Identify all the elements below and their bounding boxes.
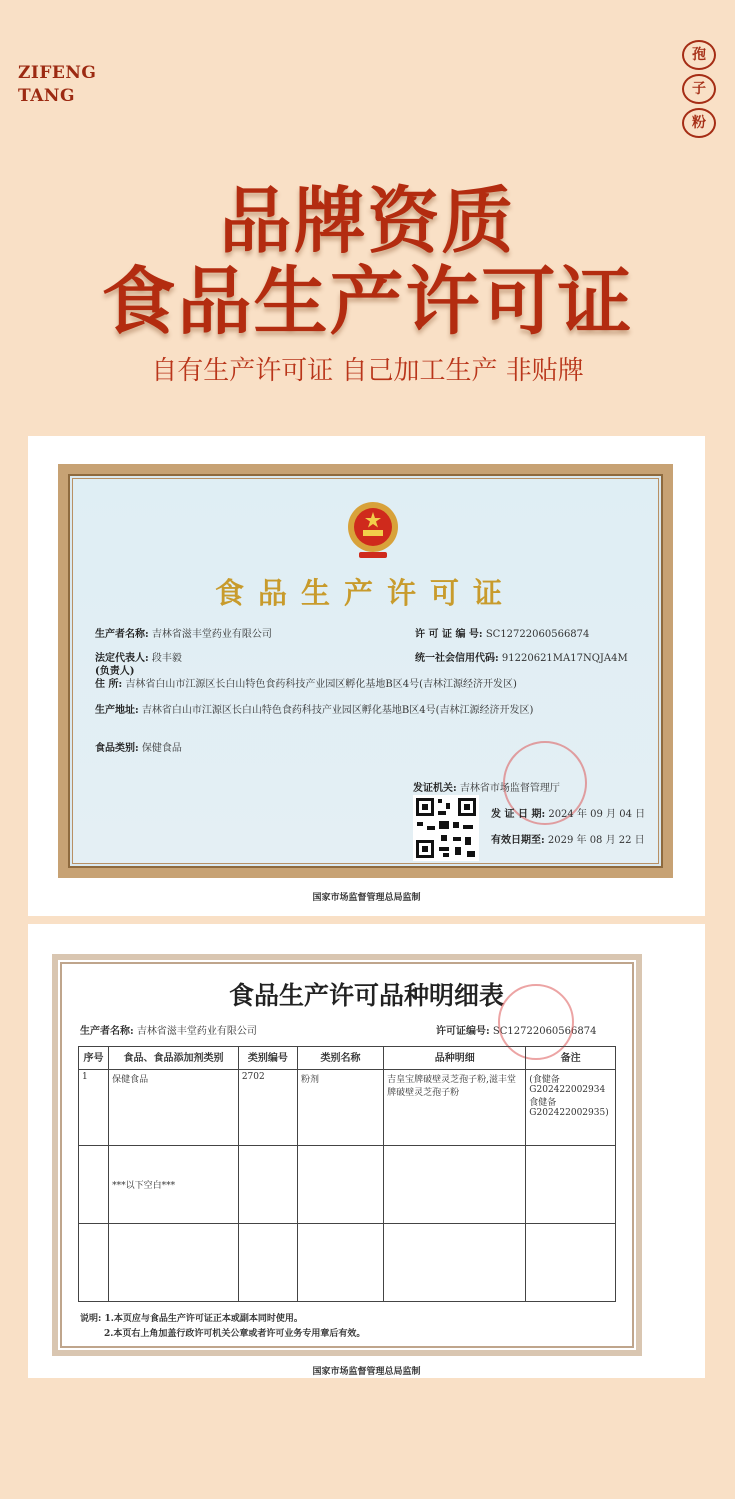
- issuer-row: [413, 779, 560, 794]
- address-label: 住 所:: [95, 679, 123, 690]
- legal-label: 法定代表人:: [95, 653, 149, 664]
- producer-label: 生产者名称:: [95, 629, 149, 640]
- credit-value: 91220621MA17NQJA4M: [501, 653, 628, 664]
- cell-no: 1: [79, 1070, 109, 1146]
- cell-category: 保健食品: [109, 1070, 239, 1146]
- seal-char-3: 粉: [682, 108, 716, 138]
- producer-value: 吉林省滋丰堂药业有限公司: [151, 629, 272, 640]
- credit-label: 统一社会信用代码:: [415, 653, 499, 664]
- issue-date-label: 发 证 日 期:: [491, 809, 546, 820]
- product-detail-card: [28, 924, 705, 1378]
- col-header-category: 食品、食品添加剂类别: [109, 1047, 239, 1070]
- note-2: 2.本页右上角加盖行政许可机关公章或者许可业务专用章后有效。: [104, 1329, 366, 1339]
- address-value: 吉林省白山市江源区长白山特色食药科技产业园区孵化基地B区4号(吉林江源经济开发区): [125, 679, 517, 690]
- production-address-row: [95, 701, 533, 716]
- license-row: [415, 625, 589, 640]
- cell-name: 粉剂: [297, 1070, 383, 1146]
- certificate-body: [72, 478, 659, 864]
- qr-code-icon: [413, 795, 479, 861]
- category-row: [95, 739, 182, 754]
- col-header-remark: 备注: [526, 1047, 616, 1070]
- seal-char-2: 子: [682, 74, 716, 104]
- col-header-items: 品种明细: [384, 1047, 526, 1070]
- headline-brand-qualification: 品牌资质: [219, 179, 516, 263]
- certificate-title: 食品生产许可证: [214, 576, 516, 610]
- license-value: SC12722060566874: [485, 629, 590, 640]
- blank-note: ***以下空白***: [109, 1146, 239, 1224]
- table-row: [79, 1224, 616, 1302]
- producer-row: [95, 625, 272, 640]
- detail-producer-label: 生产者名称:: [80, 1026, 134, 1037]
- spore-powder-seal: [682, 40, 716, 138]
- issue-date-row: [491, 805, 645, 820]
- address-row: [95, 675, 517, 690]
- table-row: [79, 1146, 616, 1224]
- valid-until-label: 有效日期至:: [491, 835, 545, 846]
- seal-char-1: 孢: [682, 40, 716, 70]
- legal-value: 段丰毅: [151, 653, 182, 664]
- detail-title: 食品生产许可品种明细表: [228, 981, 504, 1010]
- note-1: 说明: 1.本页应与食品生产许可证正本或副本同时使用。: [80, 1314, 303, 1324]
- cell-remark: (食健备G202422002934食健备G202422002935): [526, 1070, 616, 1146]
- subtitle: 自有生产许可证 自己加工生产 非贴牌: [151, 356, 584, 386]
- detail-license-value: SC12722060566874: [492, 1026, 597, 1037]
- issue-date-value: 2024 年 09 月 04 日: [548, 809, 646, 820]
- license-label: 许 可 证 编 号:: [415, 629, 483, 640]
- table-row: [79, 1070, 616, 1146]
- detail-producer-value: 吉林省滋丰堂药业有限公司: [136, 1026, 257, 1037]
- col-header-name: 类别名称: [297, 1047, 383, 1070]
- cell-code: 2702: [238, 1070, 297, 1146]
- table-header-row: [79, 1047, 616, 1070]
- category-value: 保健食品: [141, 743, 182, 754]
- certificate-footer: 国家市场监督管理总局监制: [312, 893, 421, 903]
- issuer-value: 吉林省市场监督管理厅: [459, 783, 560, 794]
- credit-row: [415, 649, 628, 664]
- detail-license-label: 许可证编号:: [436, 1026, 490, 1037]
- detail-footer: 国家市场监督管理总局监制: [312, 1367, 421, 1377]
- brand-line-1: ZIFENG: [18, 63, 97, 83]
- brand-logo: [18, 62, 96, 108]
- issuer-label: 发证机关:: [413, 783, 457, 794]
- category-label: 食品类别:: [95, 743, 139, 754]
- valid-until-value: 2029 年 08 月 22 日: [547, 835, 645, 846]
- product-detail-table: [78, 1046, 616, 1302]
- legal-sub-label: (负责人): [95, 666, 135, 677]
- col-header-no: 序号: [79, 1047, 109, 1070]
- cell-items: 吉皇宝牌破壁灵芝孢子粉,滋丰堂牌破壁灵芝孢子粉: [384, 1070, 526, 1146]
- license-certificate-card: [28, 436, 705, 916]
- valid-until-row: [491, 831, 645, 846]
- col-header-code: 类别编号: [238, 1047, 297, 1070]
- headline-food-license: 食品生产许可证: [101, 259, 634, 345]
- certificate-frame: [58, 464, 673, 878]
- brand-line-2: TANG: [18, 86, 75, 106]
- national-emblem-icon: [345, 499, 401, 561]
- detail-notes: [80, 1312, 365, 1342]
- production-address-value: 吉林省白山市江源区长白山特色食药科技产业园区孵化基地B区4号(吉林江源经济开发区): [141, 705, 534, 716]
- production-address-label: 生产地址:: [95, 705, 139, 716]
- detail-producer-row: [80, 1022, 257, 1037]
